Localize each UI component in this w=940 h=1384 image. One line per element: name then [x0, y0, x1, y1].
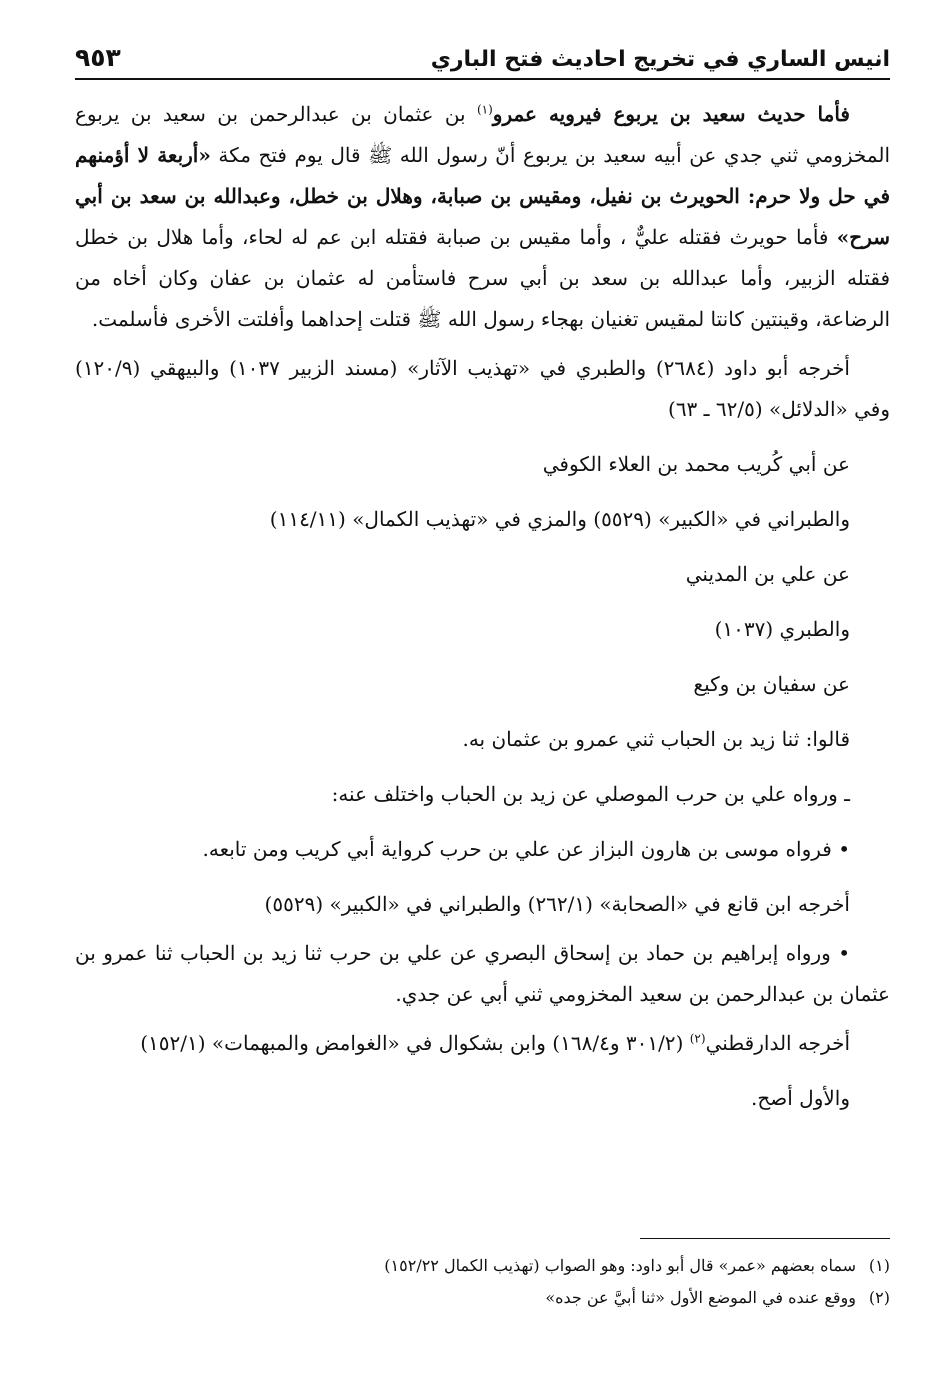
chain-line: عن أبي كُريب محمد بن العلاء الكوفي — [542, 452, 850, 476]
bold-lead: فأما حديث سعيد بن يربوع فيرويه عمرو — [492, 102, 850, 126]
footnote-1 — [75, 1250, 890, 1282]
footnote-ref-2: (٢) — [689, 1031, 706, 1046]
book-title: انيس الساري في تخريج احاديث فتح الباري — [430, 47, 890, 72]
paragraph-takhrij: أخرجه أبو داود (٢٦٨٤) والطبري في «تهذيب الآثار» (مسند الزبير ١٠٣٧) والبيهقي (١٢٠/٩) وفي «الدلائل» (٦٢/٥ ـ ٦٣) — [75, 356, 890, 421]
footnote-ref-1: (١) — [476, 102, 493, 117]
paragraph-hadith — [75, 94, 890, 340]
chain-line: عن علي بن المديني — [685, 562, 850, 586]
paragraph-variant: • ورواه إبراهيم بن حماد بن إسحاق البصري عن علي بن حرب ثنا زيد بن الحباب ثنا عمرو بن عثمان بن عبدالرحمن بن سعيد المخزومي ثني أبي عن جدي. — [75, 941, 890, 1006]
hadith-quote: «أربعة لا أؤمنهم في حل ولا حرم: الحويرث بن نفيل، ومقيس بن صبابة، وهلال بن خطل، وعبدالله بن سعد بن أبي سرح» — [75, 143, 890, 249]
hadith-continuation: فأما حويرث فقتله عليٌّ ، وأما مقيس بن صبابة فقتله ابن عم له لحاء، وأما هلال بن خطل فقتله الزبير، وأما عبدالله بن سعد بن أبي سرح فاستأمن له عثمان بن عفان وكان أخاه من الرضاعة، وقينتين كانتا لمقيس تغنيان بهجاء رسول الله ﷺ قتلت إحداهما وأفلتت الأخرى فأسلمت. — [75, 225, 890, 331]
footnote-text: ووقع عنده في الموضع الأول «ثنا أبيَّ عن جده» — [545, 1288, 856, 1307]
paragraph-daraqutni — [75, 1023, 890, 1064]
footnote-number: (١) — [868, 1256, 890, 1275]
chain-line: أخرجه ابن قانع في «الصحابة» (٢٦٢/١) والطبراني في «الكبير» (٥٥٢٩) — [264, 892, 850, 916]
hadith-chain-text: بن عثمان بن عبدالرحمن بن سعيد بن يربوع المخزومي ثني جدي عن أبيه سعيد بن يربوع أنّ رسول الله ﷺ قال يوم فتح مكة — [75, 102, 890, 167]
chain-line: والطبراني في «الكبير» (٥٥٢٩) والمزي في «تهذيب الكمال» (١١٤/١١) — [269, 507, 850, 531]
chain-line: قالوا: ثنا زيد بن الحباب ثني عمرو بن عثمان به. — [462, 727, 850, 751]
running-header — [75, 38, 890, 80]
chain-line: • فرواه موسى بن هارون البزاز عن علي بن حرب كرواية أبي كريب ومن تابعه. — [202, 837, 850, 861]
conclusion: والأول أصح. — [751, 1086, 850, 1110]
daraqutni-lead: أخرجه الدارقطني — [705, 1031, 850, 1055]
footnote-number: (٢) — [868, 1288, 890, 1307]
main-text — [75, 94, 890, 1119]
chain-line: ـ ورواه علي بن حرب الموصلي عن زيد بن الحباب واختلف عنه: — [331, 782, 850, 806]
footnotes — [75, 1250, 890, 1314]
page-number: ٩٥٣ — [75, 43, 121, 72]
footnote-separator — [640, 1238, 890, 1239]
chain-line: والطبري (١٠٣٧) — [714, 617, 850, 641]
footnote-2 — [75, 1282, 890, 1314]
footnote-text: سماه بعضهم «عمر» قال أبو داود: وهو الصواب (تهذيب الكمال ١٥٢/٢٢) — [384, 1256, 856, 1275]
chain-line: عن سفيان بن وكيع — [693, 672, 850, 696]
daraqutni-refs: (٣٠١/٢ و١٦٨/٤) وابن بشكوال في «الغوامض والمبهمات» (١٥٢/١) — [140, 1031, 690, 1055]
